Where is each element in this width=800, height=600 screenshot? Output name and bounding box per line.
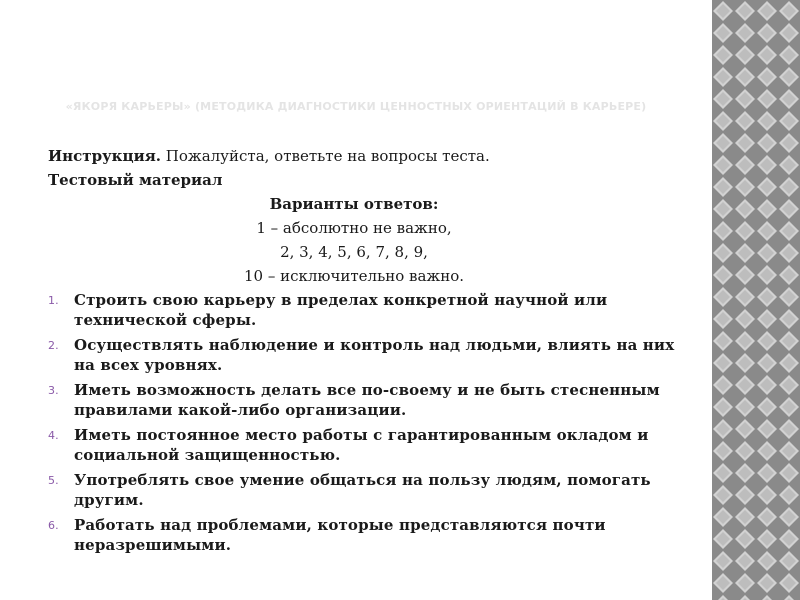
slide-content bbox=[48, 146, 688, 560]
list-item bbox=[48, 515, 688, 555]
list-number: 1. bbox=[48, 294, 59, 307]
variant-line: 1 – абсолютно не важно, bbox=[256, 219, 452, 237]
variant-line: 2, 3, 4, 5, 6, 7, 8, 9, bbox=[280, 243, 428, 261]
list-item-text: Работать над проблемами, которые представляются почти неразрешимыми. bbox=[74, 516, 606, 554]
list-number: 5. bbox=[48, 474, 59, 487]
instruction-line bbox=[48, 146, 688, 170]
list-item bbox=[48, 380, 688, 420]
pattern-svg bbox=[712, 0, 800, 600]
list-item-text: Строить свою карьеру в пределах конкретной научной или технической сферы. bbox=[74, 291, 608, 329]
list-item-text: Осуществлять наблюдение и контроль над людьми, влиять на них на всех уровнях. bbox=[74, 336, 675, 374]
list-item bbox=[48, 290, 688, 330]
list-number: 4. bbox=[48, 429, 59, 442]
variants-heading: Варианты ответов: bbox=[269, 195, 439, 213]
instruction-label: Инструкция. bbox=[48, 147, 162, 165]
list-number: 3. bbox=[48, 384, 59, 397]
list-item-text: Иметь постоянное место работы с гарантированным окладом и социальной защищенностью. bbox=[74, 426, 649, 464]
material-heading: Тестовый материал bbox=[48, 171, 223, 189]
decorative-pattern-strip bbox=[712, 0, 800, 600]
list-number: 2. bbox=[48, 339, 59, 352]
instruction-text: Пожалуйста, ответьте на вопросы теста. bbox=[161, 147, 490, 165]
question-list bbox=[48, 290, 688, 555]
list-item-text: Употреблять свое умение общаться на пользу людям, помогать другим. bbox=[74, 471, 651, 509]
list-item-text: Иметь возможность делать все по-своему и не быть стесненным правилами какой-либо организации. bbox=[74, 381, 660, 419]
answer-variants bbox=[48, 194, 660, 290]
list-item bbox=[48, 425, 688, 465]
list-number: 6. bbox=[48, 519, 59, 532]
list-item bbox=[48, 335, 688, 375]
slide-title: «ЯКОРЯ КАРЬЕРЫ» (МЕТОДИКА ДИАГНОСТИКИ ЦЕННОСТНЫХ ОРИЕНТАЦИЙ В КАРЬЕРЕ) bbox=[65, 100, 647, 113]
list-item bbox=[48, 470, 688, 510]
variant-line: 10 – исключительно важно. bbox=[243, 267, 465, 285]
